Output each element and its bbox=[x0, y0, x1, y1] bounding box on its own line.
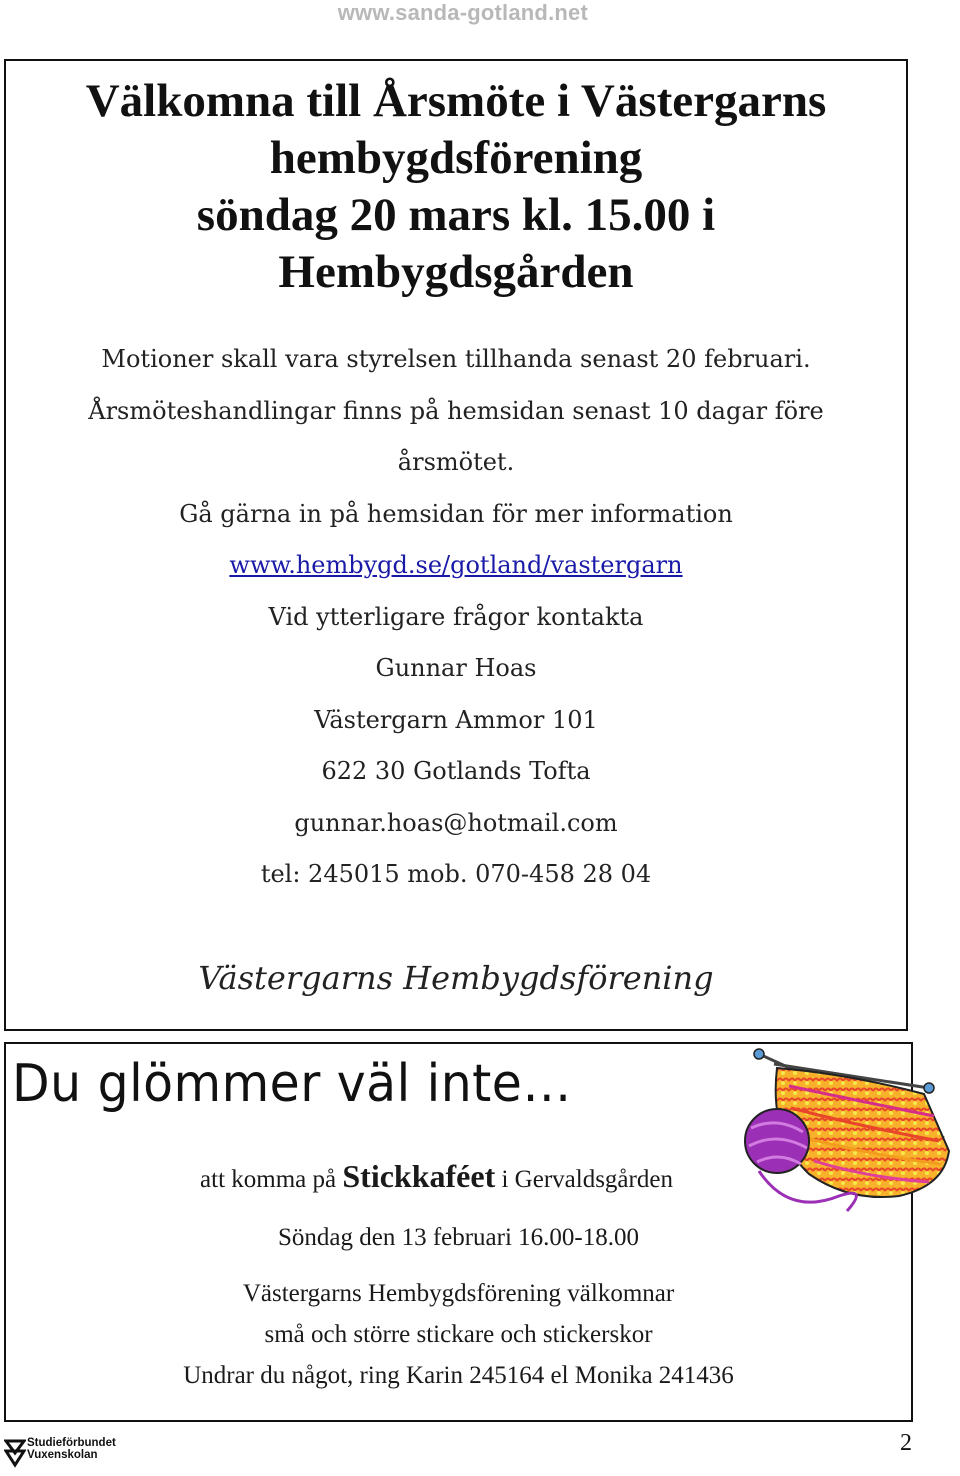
contact-email[interactable]: gunnar.hoas@hotmail.com bbox=[294, 808, 618, 837]
documents-note-cont: årsmötet. bbox=[397, 448, 515, 476]
association-signature: Västergarns Hembygdsförening bbox=[198, 959, 714, 997]
motion-deadline: Motioner skall vara styrelsen tillhanda senast 20 februari. bbox=[101, 345, 811, 373]
study-association-logo bbox=[4, 1437, 134, 1471]
annual-meeting-notice bbox=[4, 59, 908, 1031]
event-date: Söndag den 13 februari 16.00-18.00 bbox=[277, 1224, 640, 1251]
contact-address: Västergarn Ammor 101 bbox=[314, 705, 598, 734]
website-hint: Gå gärna in på hemsidan för mer information bbox=[179, 499, 733, 528]
contact-intro: Vid ytterligare frågor kontakta bbox=[268, 602, 644, 631]
title-line: hembygdsförening bbox=[269, 132, 643, 184]
invite-venue: i Gervaldsgården bbox=[501, 1166, 673, 1193]
welcome-line-1: Västergarns Hembygdsförening välkomnar bbox=[242, 1280, 675, 1307]
contact-postal: 622 30 Gotlands Tofta bbox=[321, 757, 591, 785]
logo-line: Vuxenskolan bbox=[27, 1449, 98, 1461]
invite-prefix: att komma på bbox=[200, 1166, 337, 1193]
knitting-cafe-notice bbox=[4, 1042, 913, 1422]
documents-note: Årsmöteshandlingar finns på hemsidan senast 10 dagar före bbox=[88, 396, 824, 425]
page-number: 2 bbox=[900, 1430, 912, 1456]
contact-name: Gunnar Hoas bbox=[375, 654, 537, 682]
meeting-info bbox=[6, 334, 906, 901]
invite-line bbox=[6, 1158, 911, 1195]
event-name: Stickkaféet bbox=[342, 1158, 496, 1194]
title-line: Välkomna till Årsmöte i Västergarns bbox=[85, 75, 827, 127]
logo-line: Studieförbundet bbox=[27, 1437, 116, 1449]
site-url[interactable]: www.sanda-gotland.net bbox=[337, 0, 588, 25]
logo-text bbox=[27, 1437, 116, 1461]
reminder-heading: Du glömmer väl inte… bbox=[12, 1054, 572, 1114]
knitting-contact: Undrar du något, ring Karin 245164 el Monika 241436 bbox=[183, 1362, 734, 1389]
title-line: Hembygdsgården bbox=[278, 246, 634, 298]
website-link[interactable]: www.hembygd.se/gotland/vastergarn bbox=[229, 551, 683, 579]
meeting-title bbox=[6, 73, 906, 301]
contact-phone: tel: 245015 mob. 070-458 28 04 bbox=[260, 860, 652, 888]
title-line: söndag 20 mars kl. 15.00 i bbox=[196, 189, 716, 241]
logo-mark-icon bbox=[4, 1437, 26, 1469]
welcome-line-2: små och större stickare och stickerskor bbox=[264, 1321, 653, 1348]
